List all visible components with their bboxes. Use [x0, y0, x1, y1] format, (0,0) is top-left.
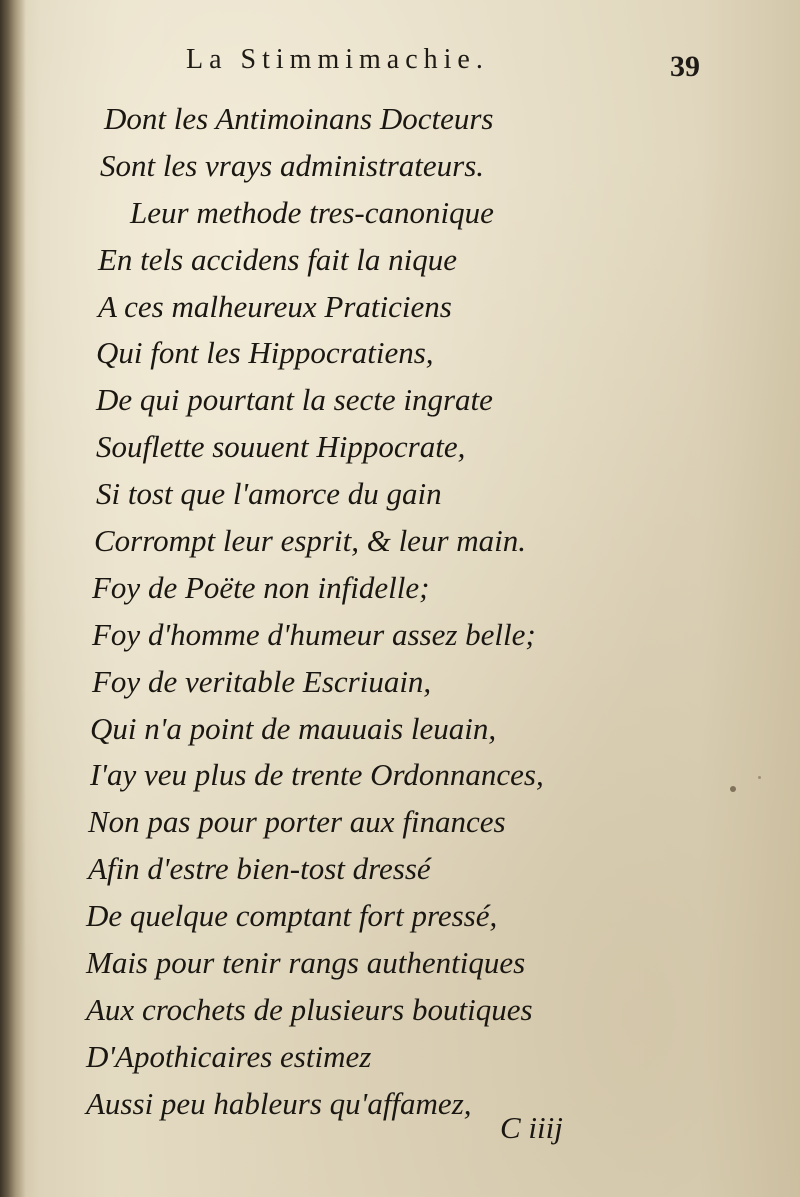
- verse-line: Souflette souuent Hippocrate,: [96, 429, 466, 465]
- verse-line: Dont les Antimoinans Docteurs: [104, 101, 494, 136]
- verse-line: Afin d'estre bien-tost dressé: [88, 851, 431, 887]
- verse-line: En tels accidens fait la nique: [98, 241, 458, 277]
- ink-spot: [758, 776, 761, 779]
- book-gutter: [0, 0, 26, 1197]
- verse-line: Leur methode tres-canonique: [130, 194, 494, 230]
- verse-line: Aussi peu hableurs qu'affamez,: [86, 1085, 472, 1121]
- ink-spot: [730, 786, 736, 792]
- verse-line: D'Apothicaires estimez: [86, 1038, 372, 1074]
- verse-line: Aux crochets de plusieurs boutiques: [86, 991, 533, 1027]
- running-title: La Stimmimachie.: [186, 44, 489, 75]
- poem-text: [86, 96, 706, 1128]
- verse-line: A ces malheureux Praticiens: [98, 288, 452, 324]
- verse-line: Mais pour tenir rangs authentiques: [86, 945, 526, 981]
- verse-line: Foy de Poëte non infidelle;: [92, 569, 430, 605]
- verse-line: Non pas pour porter aux finances: [88, 804, 506, 840]
- verse-line: Foy d'homme d'humeur assez belle;: [92, 616, 536, 652]
- verse-line: Sont les vrays administrateurs.: [100, 147, 485, 183]
- verse-line: Qui n'a point de mauuais leuain,: [90, 710, 497, 746]
- catchword-signature: C iiij: [500, 1110, 563, 1145]
- verse-line: Foy de veritable Escriuain,: [92, 663, 432, 699]
- verse-line: Qui font les Hippocratiens,: [96, 335, 434, 371]
- verse-line: Corrompt leur esprit, & leur main.: [94, 523, 527, 559]
- page-header: [0, 44, 800, 84]
- page-number: 39: [670, 50, 700, 83]
- verse-line: Si tost que l'amorce du gain: [96, 476, 442, 512]
- verse-line: De quelque comptant fort pressé,: [86, 898, 498, 934]
- verse-line: I'ay veu plus de trente Ordonnances,: [90, 757, 544, 793]
- verse-line: De qui pourtant la secte ingrate: [96, 382, 493, 418]
